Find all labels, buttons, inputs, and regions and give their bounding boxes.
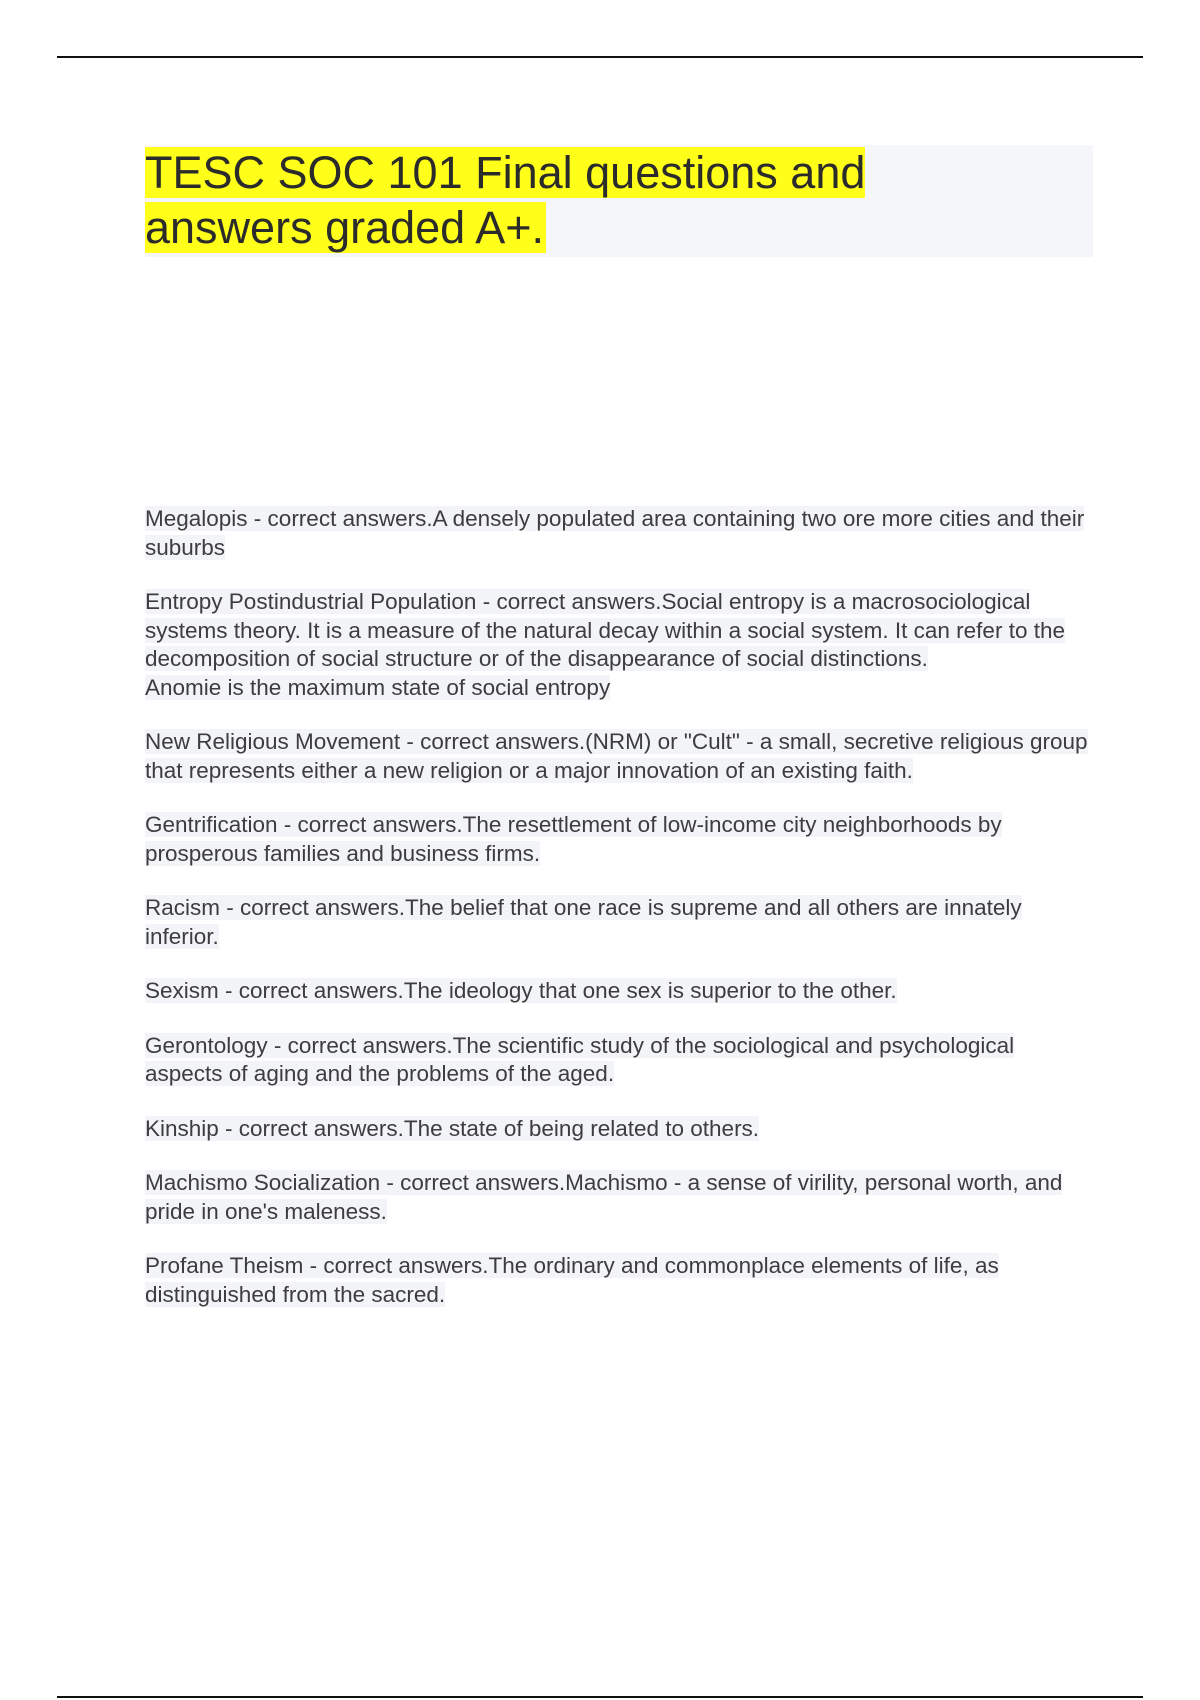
qa-entry	[145, 505, 1090, 562]
top-rule	[57, 56, 1143, 58]
qa-entry-text: Kinship - correct answers.The state of being related to others.	[145, 1115, 760, 1141]
qa-entry-text: Sexism - correct answers.The ideology that one sex is superior to the other.	[145, 978, 897, 1003]
qa-entry	[145, 811, 1090, 868]
qa-entry	[145, 1115, 1090, 1144]
qa-entry-text: Gentrification - correct answers.The resettlement of low-income city neighborhoods by prosperous families and business firms.	[145, 812, 1002, 866]
qa-entry-extra-text: Anomie is the maximum state of social entropy	[145, 674, 611, 700]
qa-entry-text: New Religious Movement - correct answers.(NRM) or "Cult" - a small, secretive religious group that represents either a new religion or a major innovation of an existing faith.	[145, 729, 1088, 783]
document-title-text: TESC SOC 101 Final questions and answers graded A+.	[145, 147, 866, 253]
qa-entry-text: Megalopis - correct answers.A densely populated area containing two ore more cities and their suburbs	[145, 506, 1085, 560]
bottom-rule	[57, 1696, 1143, 1698]
title-block	[145, 145, 1093, 257]
qa-entry	[145, 894, 1090, 951]
qa-entry-text: Entropy Postindustrial Population - correct answers.Social entropy is a macrosociological systems theory. It is a measure of the natural decay within a social system. It can refer to the decomposition of social structure or of the disappearance of social distinctions.	[145, 589, 1065, 671]
qa-entry	[145, 1252, 1090, 1309]
qa-entry-text: Profane Theism - correct answers.The ordinary and commonplace elements of life, as distinguished from the sacred.	[145, 1253, 999, 1307]
qa-entry	[145, 1169, 1090, 1226]
qa-entry	[145, 977, 1090, 1006]
qa-entry	[145, 1032, 1090, 1089]
qa-entry	[145, 728, 1090, 785]
qa-entries	[145, 505, 1090, 1335]
qa-entry	[145, 588, 1090, 702]
qa-entry-text: Machismo Socialization - correct answers.Machismo - a sense of virility, personal worth, and pride in one's maleness.	[145, 1170, 1063, 1224]
qa-entry-text: Gerontology - correct answers.The scientific study of the sociological and psychological aspects of aging and the problems of the aged.	[145, 1032, 1015, 1086]
document-title	[145, 145, 945, 255]
qa-entry-text: Racism - correct answers.The belief that one race is supreme and all others are innately inferior.	[145, 895, 1022, 949]
